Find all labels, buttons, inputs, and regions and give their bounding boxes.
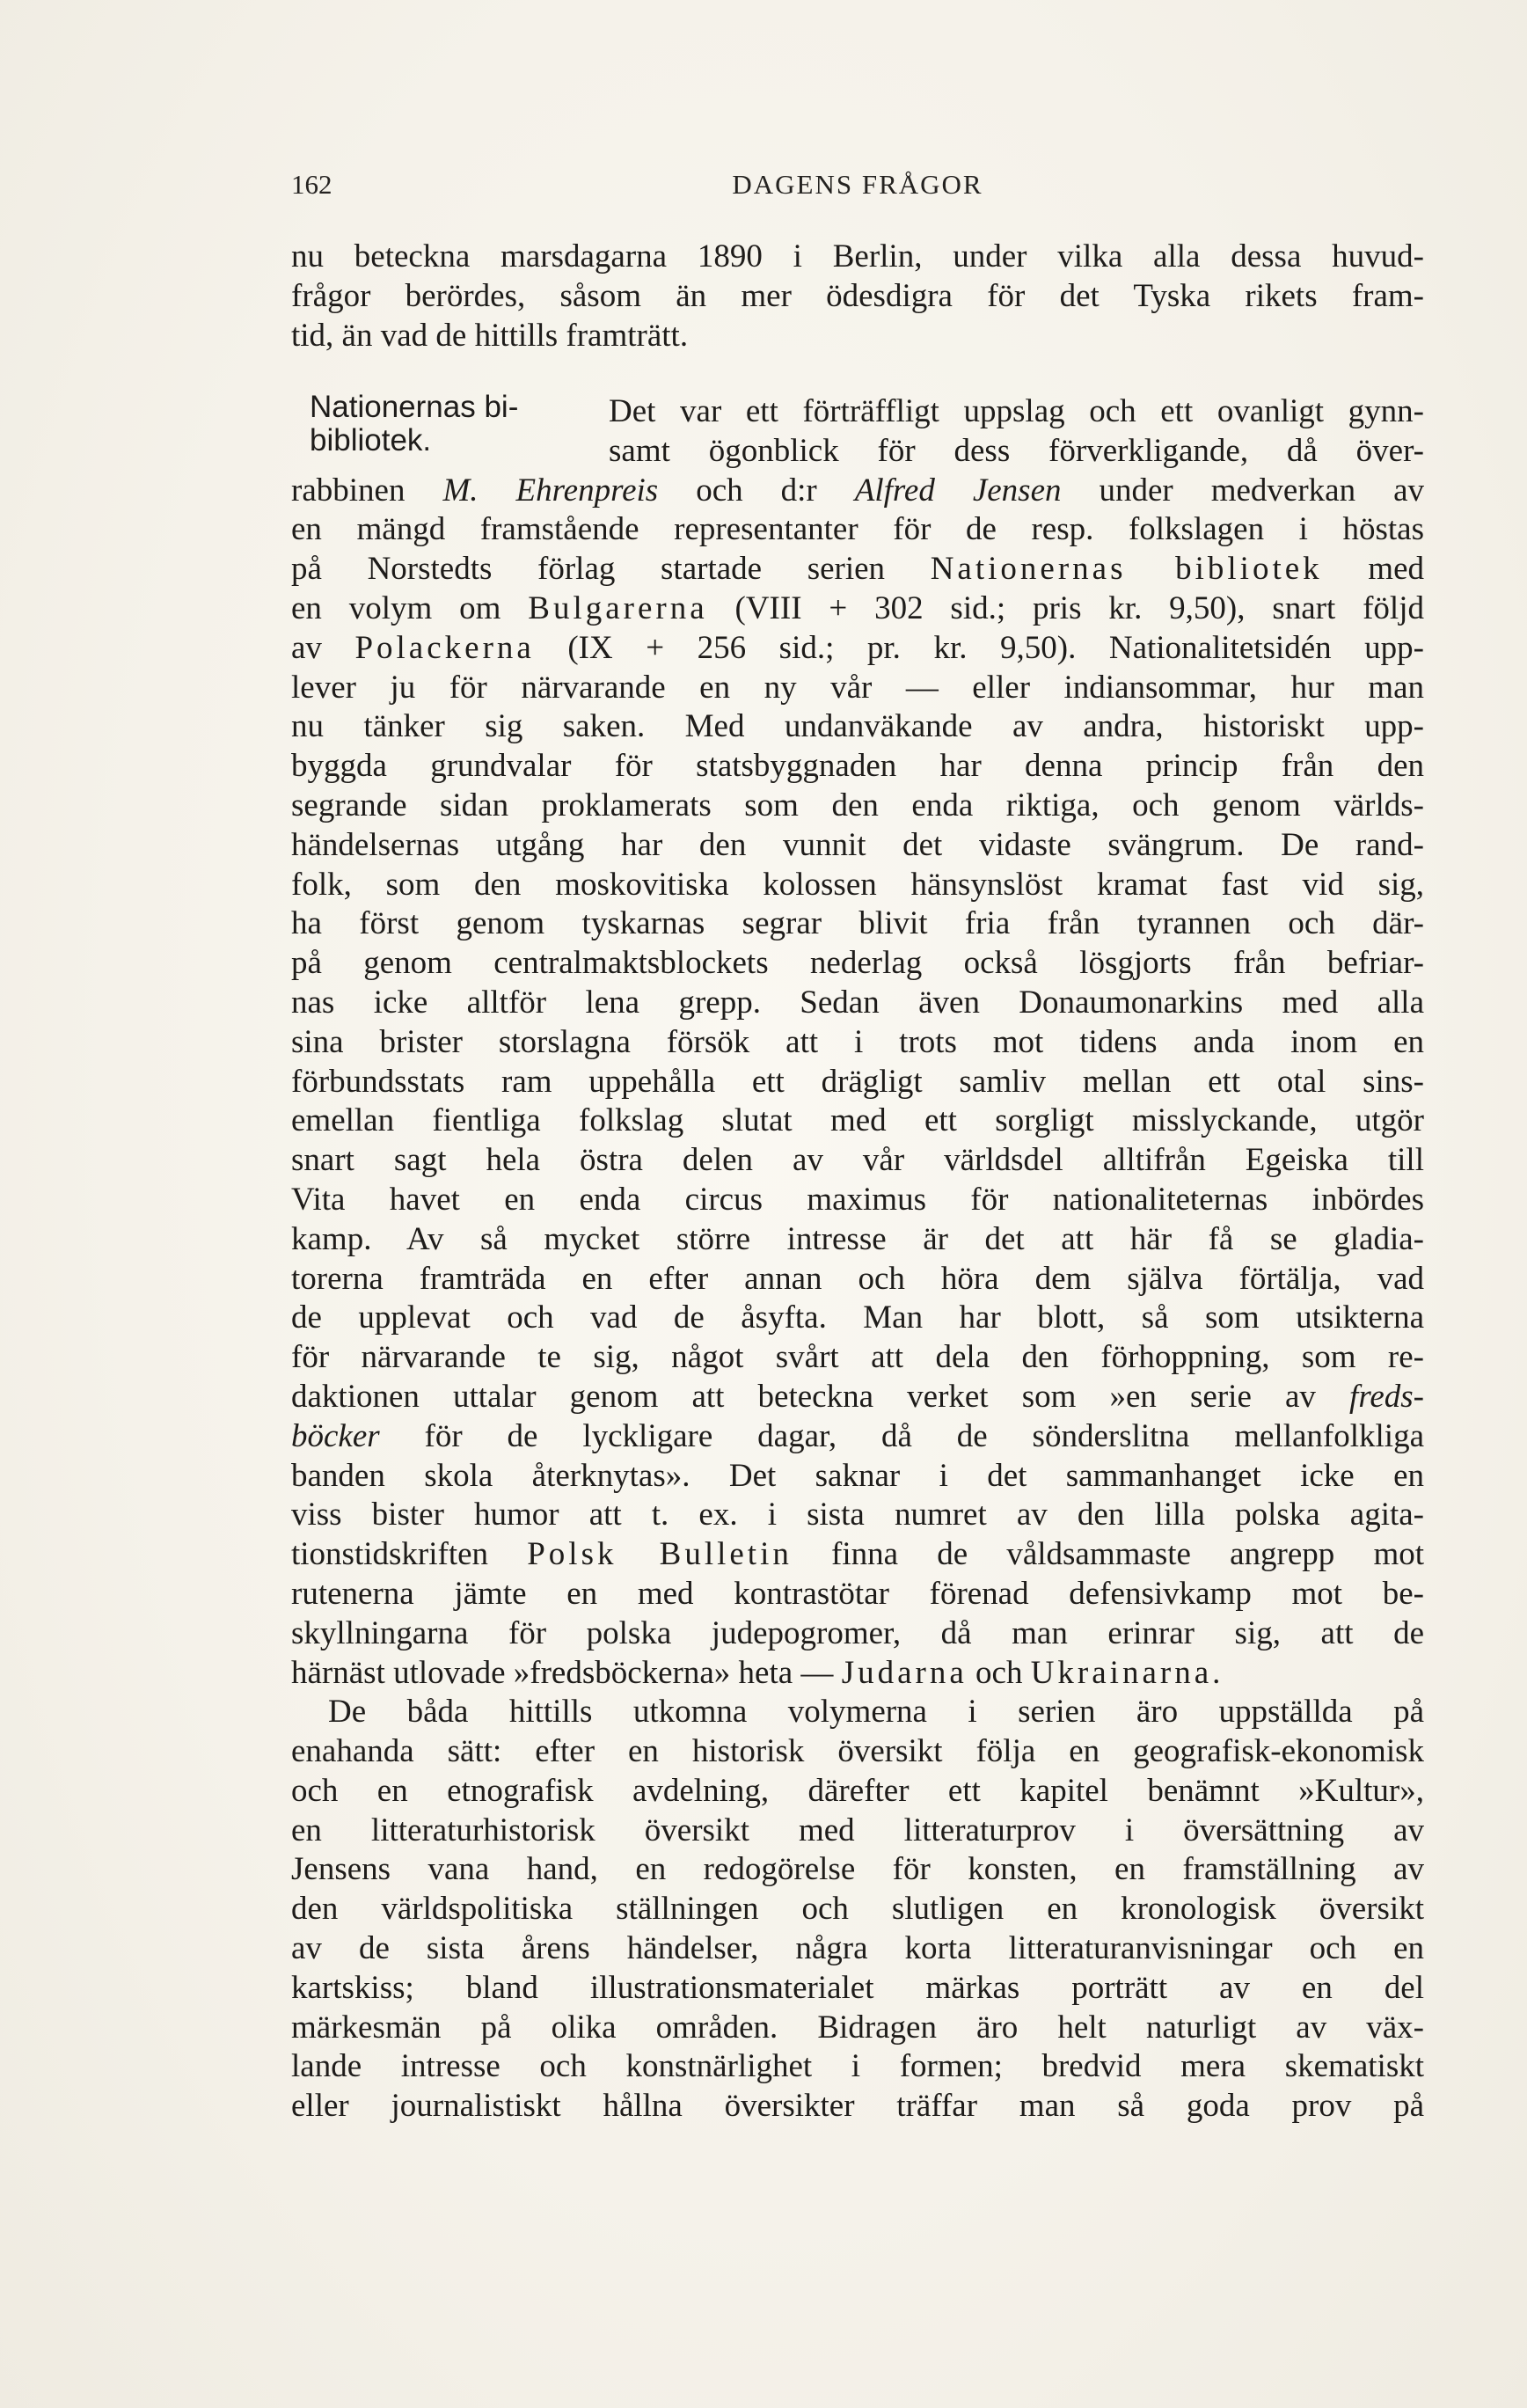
text-line: på genom centralmaktsblockets nederlag också lösgjorts från befriar- <box>291 945 1424 982</box>
text-line: viss bister humor att t. ex. i sista numret av den lilla polska agita- <box>291 1497 1424 1533</box>
page-number: 162 <box>291 169 332 200</box>
volume-title: Polackerna <box>354 629 535 666</box>
text-line: De båda hittills utkomna volymerna i serien äro uppställda på <box>328 1694 1424 1731</box>
text-line: ha först genom tyskarnas segrar blivit fria från tyrannen och där- <box>291 905 1424 942</box>
author-name: Alfred Jensen <box>854 472 1062 509</box>
text-line: torerna framträda en efter annan och höra dem själva förtälja, vad <box>291 1260 1424 1297</box>
section-heading-line: Nationernas bi- <box>310 390 519 424</box>
text-line: av Polackerna (IX + 256 sid.; pr. kr. 9,50). Nationalitetsidén upp- <box>291 629 1424 666</box>
text-line: Det var ett förträffligt uppslag och ett ovanligt gynn- <box>609 393 1424 429</box>
text-line: lande intresse och konstnärlighet i formen; bredvid mera skematiskt <box>291 2048 1424 2085</box>
section-heading-line: bibliotek. <box>310 423 432 457</box>
text-line: rabbinen M. Ehrenpreis och d:r Alfred Jensen under medverkan av <box>291 472 1425 509</box>
text-line: och en etnografisk avdelning, därefter ett kapitel benämnt »Kultur», <box>291 1772 1424 1809</box>
text-line: frågor berördes, såsom än mer ödesdigra för det Tyska rikets fram- <box>291 277 1424 314</box>
volume-title: Bulgarerna <box>528 589 708 626</box>
text-line: sina brister storslagna försök att i trots mot tidens anda inom en <box>291 1023 1424 1060</box>
text-line: av de sista årens händelser, några korta litteraturanvisningar och en <box>291 1930 1424 1967</box>
text-line: härnäst utlovade »fredsböckerna» heta — Judarna och Ukrainarna. <box>291 1654 1224 1691</box>
text-line: på Norstedts förlag startade serien Nationernas bibliotek med <box>291 551 1425 588</box>
text-line: de upplevat och vad de åsyfta. Man har blott, så som utsikterna <box>291 1299 1424 1336</box>
author-name: M. Ehrenpreis <box>442 472 659 509</box>
publication-title: Polsk Bulletin <box>527 1536 793 1573</box>
text-line: tionstidskriften Polsk Bulletin finna de våldsammaste angrepp mot <box>291 1536 1425 1573</box>
running-title: DAGENS FRÅGOR <box>732 169 983 200</box>
page-header <box>291 169 1424 204</box>
text-line: samt ögonblick för dess förverkligande, då över- <box>609 432 1424 469</box>
text-line: daktionen uttalar genom att beteckna verket som »en serie av freds- <box>291 1378 1424 1415</box>
main-paragraph <box>291 392 1424 2126</box>
text-line: böcker för de lyckligare dagar, då de sönderslitna mellanfolkliga <box>291 1417 1424 1454</box>
text-line: rutenerna jämte en med kontrastötar förenad defensivkamp mot be- <box>291 1575 1424 1612</box>
text-line: förbundsstats ram uppehålla ett drägligt samliv mellan ett otal sins- <box>291 1063 1424 1100</box>
text-line: skyllningarna för polska judepogromer, då man erinrar sig, att de <box>291 1614 1424 1651</box>
text-line: händelsernas utgång har den vunnit det vidaste svängrum. De rand- <box>291 826 1424 863</box>
text-line: emellan fientliga folkslag slutat med ett sorgligt misslyckande, utgör <box>291 1102 1424 1139</box>
quoted-phrase: böcker <box>291 1417 380 1454</box>
text-line: nas icke alltför lena grepp. Sedan även Donaumonarkins med alla <box>291 984 1424 1021</box>
text-line: enahanda sätt: efter en historisk översikt följa en geografisk-ekonomisk <box>291 1733 1424 1770</box>
text-line: en litteraturhistorisk översikt med litteraturprov i översättning av <box>291 1811 1424 1848</box>
text-line: för närvarande te sig, något svårt att dela den förhoppning, som re- <box>291 1339 1424 1376</box>
text-line: märkesmän på olika områden. Bidragen äro helt naturligt av väx- <box>291 2009 1424 2046</box>
volume-title: Judarna <box>841 1654 968 1691</box>
text-line: eller journalistiskt hållna översikter träffar man så goda prov på <box>291 2088 1424 2125</box>
text-line: tid, än vad de hittills framträtt. <box>291 317 689 354</box>
text-line: Jensens vana hand, en redogörelse för konsten, en framställning av <box>291 1851 1424 1888</box>
text-line: lever ju för närvarande en ny vår — eller indiansommar, hur man <box>291 669 1424 706</box>
volume-title: Ukrainarna. <box>1030 1654 1224 1691</box>
text-line: folk, som den moskovitiska kolossen hänsynslöst kramat fast vid sig, <box>291 866 1424 903</box>
quoted-phrase: freds- <box>1349 1378 1424 1415</box>
text-line: en volym om Bulgarerna (VIII + 302 sid.; pris kr. 9,50), snart följd <box>291 589 1424 626</box>
text-line: segrande sidan proklamerats som den enda riktiga, och genom världs- <box>291 787 1424 823</box>
text-line: snart sagt hela östra delen av vår världsdel alltifrån Egeiska till <box>291 1142 1424 1179</box>
opening-paragraph <box>291 238 1424 355</box>
text-line: banden skola återknytas». Det saknar i det sammanhanget icke en <box>291 1457 1424 1494</box>
text-line: Vita havet en enda circus maximus för nationaliteternas inbördes <box>291 1181 1424 1218</box>
text-line: byggda grundvalar för statsbyggnaden har denna princip från den <box>291 748 1424 785</box>
text-line: nu tänker sig saken. Med undanväkande av andra, historiskt upp- <box>291 708 1424 745</box>
text-line: kartskiss; bland illustrationsmaterialet märkas porträtt av en del <box>291 1969 1424 2006</box>
text-line: den världspolitiska ställningen och slutligen en kronologisk översikt <box>291 1891 1424 1928</box>
series-title: Nationernas bibliotek <box>930 551 1323 588</box>
text-line: nu beteckna marsdagarna 1890 i Berlin, under vilka alla dessa huvud- <box>291 238 1424 274</box>
text-line: en mängd framstående representanter för de resp. folkslagen i höstas <box>291 511 1424 548</box>
text-line: kamp. Av så mycket större intresse är det att här få se gladia- <box>291 1220 1424 1257</box>
